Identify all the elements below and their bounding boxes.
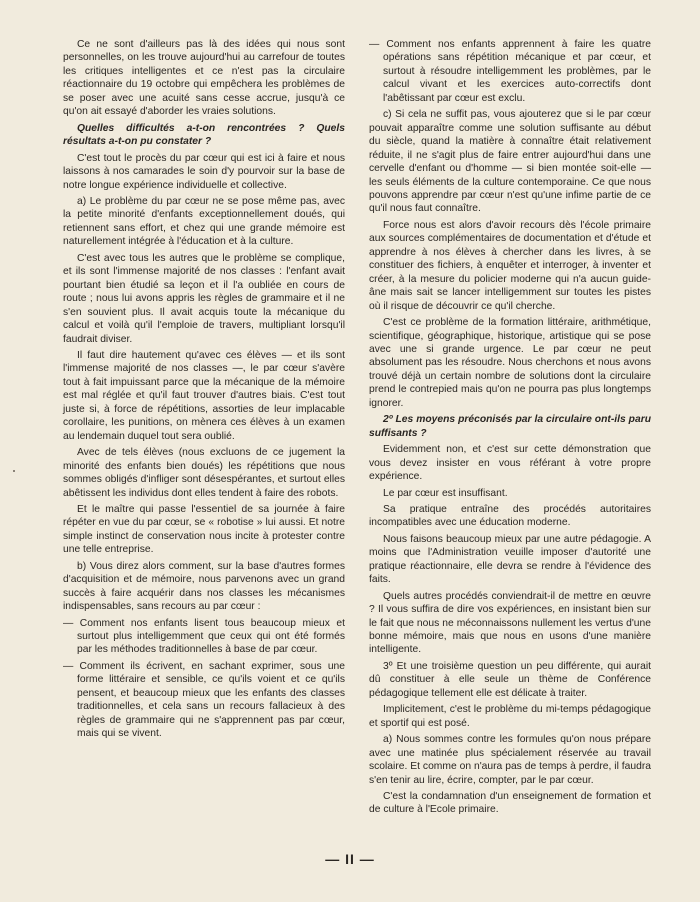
left-column — [63, 38, 345, 744]
paragraph: — Comment ils écrivent, en sachant exprimer, sous une forme littéraire et sensible, ce qu'ils voient et ce qu'ils pensent, et beaucoup mieux que les enfants des classes traditionnelles, et cela sans un recours fallacieux à des règles de grammaire qui ne s'apprennent pas par cœur, mais qui se vivent. — [63, 660, 345, 740]
speck — [13, 470, 15, 472]
paragraph: Ce ne sont d'ailleurs pas là des idées qui nous sont personnelles, on les trouve aujourd'hui au carrefour de toutes les critiques intelligentes et ce n'est pas la circulaire réactionnaire du 19 octobre qui empêchera les problèmes de se poser avec une acuité sans cesse accrue, jusqu'à ce qu'on ait essayé d'aborder les vraies solutions. — [63, 39, 345, 118]
paragraph: Force nous est alors d'avoir recours dès l'école primaire aux sources complémentaires de documentation et d'étude et apprendre à nos élèves à chercher dans les livres, à se constituer des fichiers, à enquêter et interroger, à inventer et créer, à la mesure du policier moderne qui n'a aucun guide-âne mais sait se lancer intelligemment sur toutes les pistes où il risque de découvrir ce qu'il cherche. — [369, 219, 651, 312]
paragraph: c) Si cela ne suffit pas, vous ajouterez que si le par cœur pouvait apparaître comme une solution suffisante au début du siècle, quand la matière à connaître était relativement réduite, il ne s'agit plus de faire entrer aujourd'hui dans une cervelle d'enfant ou d'homme — si bien montée soit-elle — les seuls éléments de la culture contemporaine. Ce que nous pouvons apprendre par cœur n'est qu'une infime partie de ce qu'il nous faut connaître. — [369, 109, 651, 215]
paragraph: — Comment nos enfants apprennent à faire les quatre opérations sans répétition mécanique et par cœur, et surtout à résoudre intelligemment les problèmes, par le calcul vivant et les exercices auto-correctifs dont l'abêtissant par cœur est exclu. — [369, 39, 651, 104]
right-column — [369, 38, 651, 820]
paragraph: b) Vous direz alors comment, sur la base d'autres formes d'acquisition et de mémoire, nous parvenons avec un grand succès à faire acquérir dans nos classes les mécanismes indispensables, sans recours au par cœur : — [63, 560, 345, 613]
paragraph: Implicitement, c'est le problème du mi-temps pédagogique et sportif qui est posé. — [369, 704, 651, 729]
paragraph: a) Le problème du par cœur ne se pose même pas, avec la petite minorité d'enfants exceptionnellement doués, qui retiennent sans effort, et chez qui une grande mémoire est naturellement intégrée à l'éducation et à la culture. — [63, 195, 345, 248]
paragraph: Evidemment non, et c'est sur cette démonstration que vous devez insister en vous référant à votre propre expérience. — [369, 444, 651, 483]
paragraph: Avec de tels élèves (nous excluons de ce jugement la minorité des enfants bien doués) les répétitions que nous sommes obligés d'infliger sont désespérantes, et surtout elles abêtissent les individus dont elles tendent à faire des robots. — [63, 447, 345, 499]
paragraph: Et le maître qui passe l'essentiel de sa journée à faire répéter en vue du par cœur, se « robotise » lui aussi. Et notre simple instinct de conservation nous incite à protester contre une telle entreprise. — [63, 503, 345, 556]
page-number: — II — — [325, 851, 375, 867]
paragraph: C'est ce problème de la formation littéraire, arithmétique, scientifique, géographique, historique, artistique qui se pose avec une si grande urgence. Le par cœur ne peut absolument pas les résoudre. Nous cherchons et nous avons trouvé déjà un certain nombre de solutions dont la circulaire prend le contrepied mais qu'on ne pourra pas plus longtemps ignorer. — [369, 317, 651, 409]
paragraph: 2º Les moyens préconisés par la circulaire ont-ils paru suffisants ? — [369, 414, 651, 439]
paragraph: Le par cœur est insuffisant. — [383, 487, 508, 499]
paragraph: C'est avec tous les autres que le problème se complique, et ils sont l'immense majorité de nos classes : l'enfant avait pourtant bien étudié sa leçon et il l'a oubliée en cours de route ; nous lui avons appris les règles de grammaire et il ne s'en souvient plus. Il avait acquis toute la mécanique du calcul et voilà qu'il l'emploie de travers, multipliant lorsqu'il faudrait diviser. — [63, 252, 345, 345]
paragraph: Nous faisons beaucoup mieux par une autre pédagogie. A moins que l'Administration veuille imposer d'autorité une pratique réactionnaire, elle devra se rendre à l'évidence des faits. — [369, 533, 651, 586]
paragraph: C'est tout le procès du par cœur qui est ici à faire et nous laissons à nos camarades le soin d'y pourvoir sur la base de notre longue expérience individuelle et collective. — [63, 152, 345, 191]
paragraph: 3º Et une troisième question un peu différente, qui aurait dû constituer à elle seule un thème de Conférence pédagogique tellement elle est délicate à traiter. — [369, 660, 651, 699]
paragraph: Quelles difficultés a-t-on rencontrées ? Quels résultats a-t-on pu constater ? — [63, 122, 345, 148]
paragraph: a) Nous sommes contre les formules qu'on nous prépare avec une matinée plus spécialement réservée au travail scolaire. Et comme on n'aura pas de temps à perdre, il faudra s'en tenir au lire, écrire, compter, par le par cœur. — [369, 734, 651, 786]
paragraph: Sa pratique entraîne des procédés autoritaires incompatibles avec une éducation moderne. — [369, 503, 651, 529]
paragraph: Quels autres procédés conviendrait-il de mettre en œuvre ? Il vous suffira de dire vos expériences, en insistant bien sur le fait que nous ne méconnaissons nullement les vertus d'une bonne mémoire, mais que nous en usons d'une manière intelligente. — [369, 590, 651, 656]
paragraph: — Comment nos enfants lisent tous beaucoup mieux et surtout plus intelligemment que ceux qui ont été formés par les méthodes traditionnelles à base de par cœur. — [63, 617, 345, 656]
paragraph: C'est la condamnation d'un enseignement de formation et de culture à l'Ecole primaire. — [369, 791, 651, 816]
paragraph: Il faut dire hautement qu'avec ces élèves — et ils sont l'immense majorité de nos classes —, le par cœur s'avère tout à fait impuissant parce que la mécanique de la mémoire est mal réglée et qu'il faut trouver d'autres biais. C'est tout juste si, à force de répétitions, assorties de leur implacable corollaire, les punitions, on mènera ces élèves à un examen au lendemain duquel tout sera oublié. — [63, 349, 345, 442]
